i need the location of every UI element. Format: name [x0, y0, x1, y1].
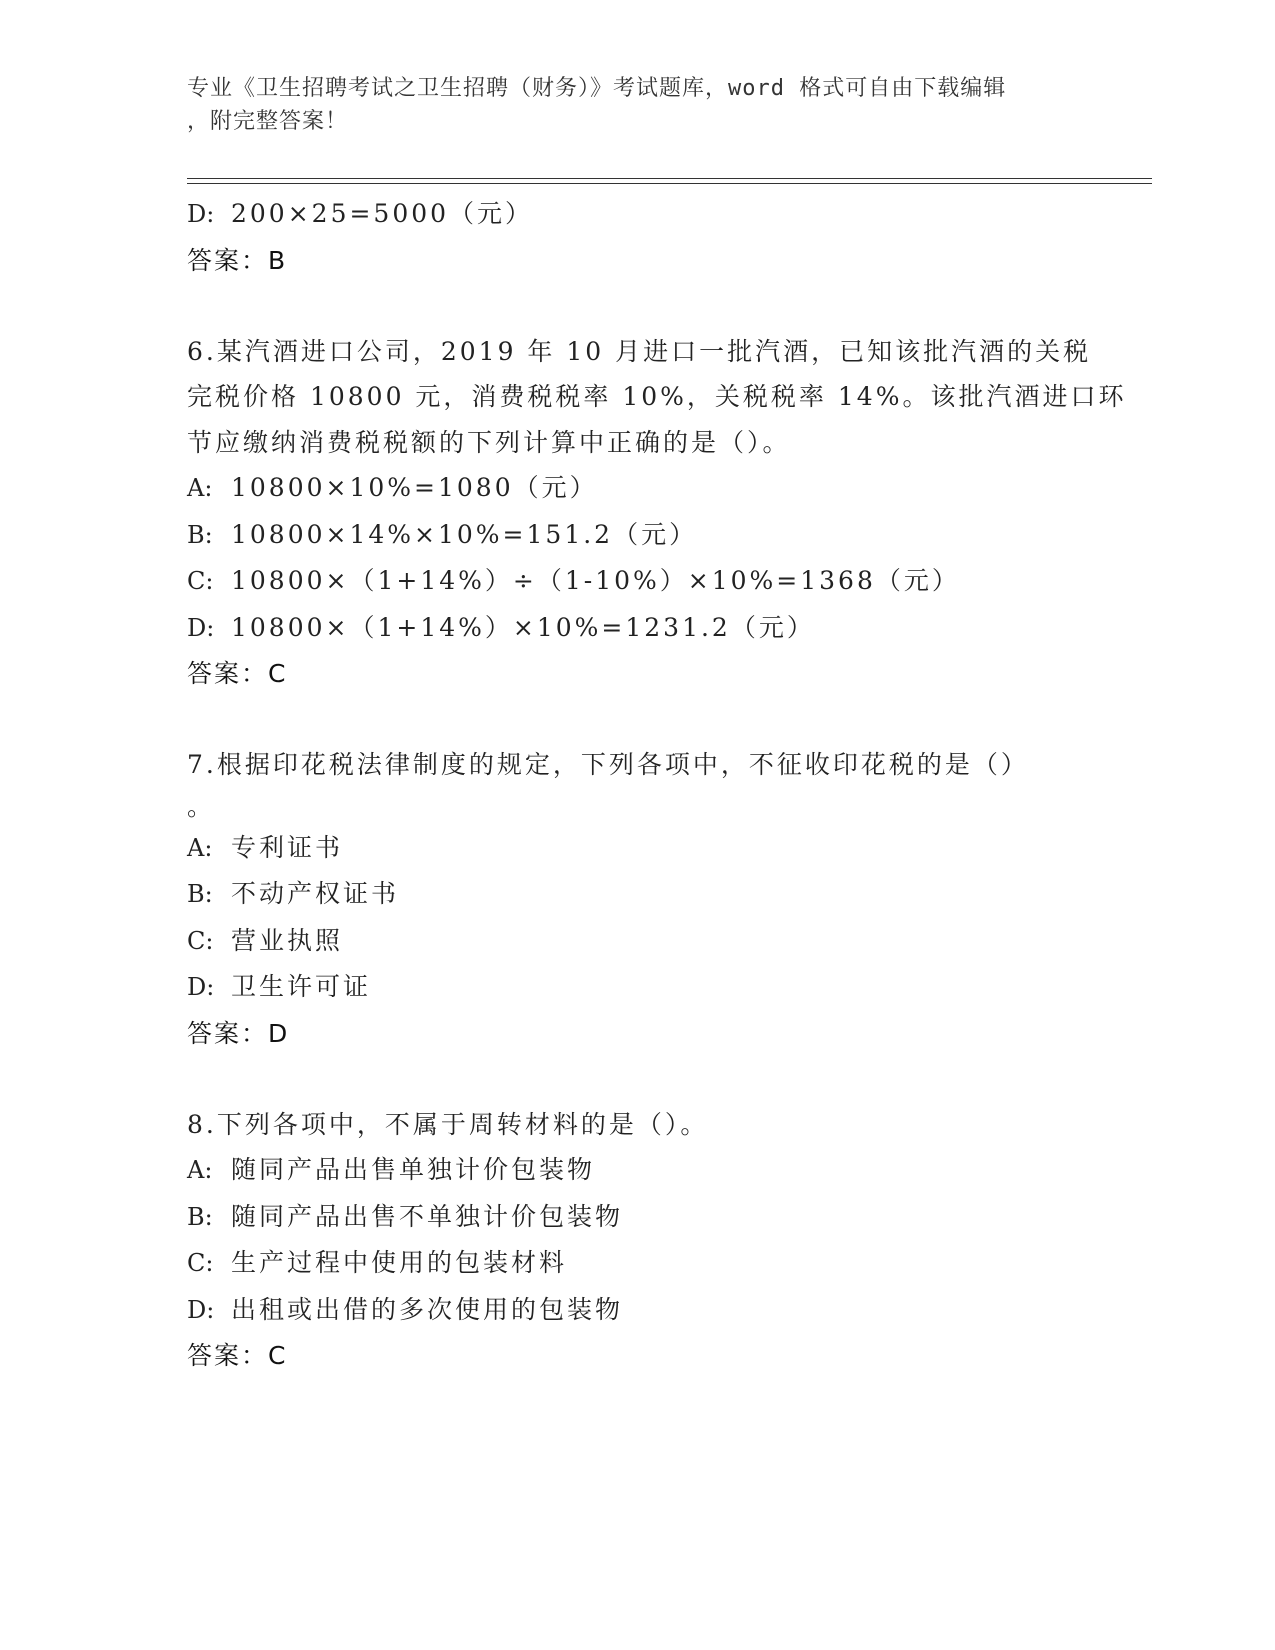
option-text: 10800×10%=1080（元） [231, 473, 598, 502]
question-8-option-a [187, 1147, 1127, 1194]
question-8-answer: 答案：C [187, 1341, 288, 1370]
option-key: A: [187, 833, 213, 862]
option-text: 营业执照 [231, 925, 344, 955]
option-text: 卫生许可证 [231, 972, 372, 1001]
question-list [187, 191, 1127, 1379]
question-6-option-a [187, 465, 1127, 512]
option-key: C: [187, 926, 214, 955]
option-text: 10800×（1+14%）÷（1-10%）×10%=1368（元） [231, 566, 960, 595]
spacer [187, 283, 1127, 329]
header-rule-bottom [187, 183, 1152, 184]
question-7-option-a [187, 825, 1127, 872]
question-6-option-b [187, 512, 1127, 559]
question-7-answer: 答案：D [187, 1018, 290, 1048]
option-text: 10800×（1+14%）×10%=1231.2（元） [231, 612, 815, 642]
option-key: C: [187, 567, 214, 595]
option-text: 200×25=5000（元） [231, 199, 534, 228]
option-text: 随同产品出售不单独计价包装物 [231, 1201, 624, 1231]
prev-option-d [187, 191, 1127, 238]
header-line-1: 专业《卫生招聘考试之卫生招聘（财务）》考试题库，word 格式可自由下载编辑 [187, 76, 1007, 101]
option-text: 专利证书 [231, 832, 344, 862]
question-8-option-c [187, 1240, 1127, 1287]
question-7 [187, 742, 1127, 1056]
option-key: A: [187, 1156, 213, 1184]
question-7-option-b [187, 871, 1127, 918]
option-key: D: [187, 200, 215, 228]
question-8-option-b [187, 1194, 1127, 1241]
question-7-line-1: 7.根据印花税法律制度的规定，下列各项中，不征收印花税的是（） [187, 750, 1029, 779]
header-rule-top [187, 178, 1152, 179]
option-text: 出租或出借的多次使用的包装物 [231, 1294, 624, 1324]
prev-answer: 答案：B [187, 245, 288, 275]
option-key: D: [187, 613, 215, 642]
question-6-line-3: 节应缴纳消费税税额的下列计算中正确的是（）。 [187, 427, 791, 457]
option-key: B: [187, 880, 213, 908]
option-key: B: [187, 520, 213, 549]
question-7-line-2: 。 [187, 791, 216, 821]
question-6 [187, 329, 1127, 697]
question-6-line-1: 6.某汽酒进口公司，2019 年 10 月进口一批汽酒，已知该批汽酒的关税 [187, 336, 1092, 366]
question-8 [187, 1102, 1127, 1379]
question-6-option-d [187, 605, 1127, 652]
question-8-option-d [187, 1287, 1127, 1334]
spacer [187, 697, 1127, 743]
option-text: 随同产品出售单独计价包装物 [231, 1155, 596, 1184]
question-6-answer: 答案：C [187, 659, 288, 688]
option-text: 不动产权证书 [231, 879, 400, 908]
header-line-2: ，附完整答案！ [187, 109, 349, 134]
option-text: 10800×14%×10%=151.2（元） [231, 519, 698, 549]
option-key: B: [187, 1202, 213, 1231]
question-8-line-1: 8.下列各项中，不属于周转材料的是（）。 [187, 1109, 709, 1139]
question-7-option-d [187, 964, 1127, 1011]
option-key: A: [187, 474, 213, 502]
option-text: 生产过程中使用的包装材料 [231, 1248, 568, 1277]
question-7-option-c [187, 918, 1127, 965]
question-6-option-c [187, 558, 1127, 605]
option-key: D: [187, 1295, 215, 1324]
document-header [187, 72, 1087, 138]
option-key: C: [187, 1249, 214, 1277]
spacer [187, 1056, 1127, 1102]
option-key: D: [187, 973, 215, 1001]
question-6-line-2: 完税价格 10800 元，消费税税率 10%，关税税率 14%。该批汽酒进口环 [187, 382, 1127, 411]
